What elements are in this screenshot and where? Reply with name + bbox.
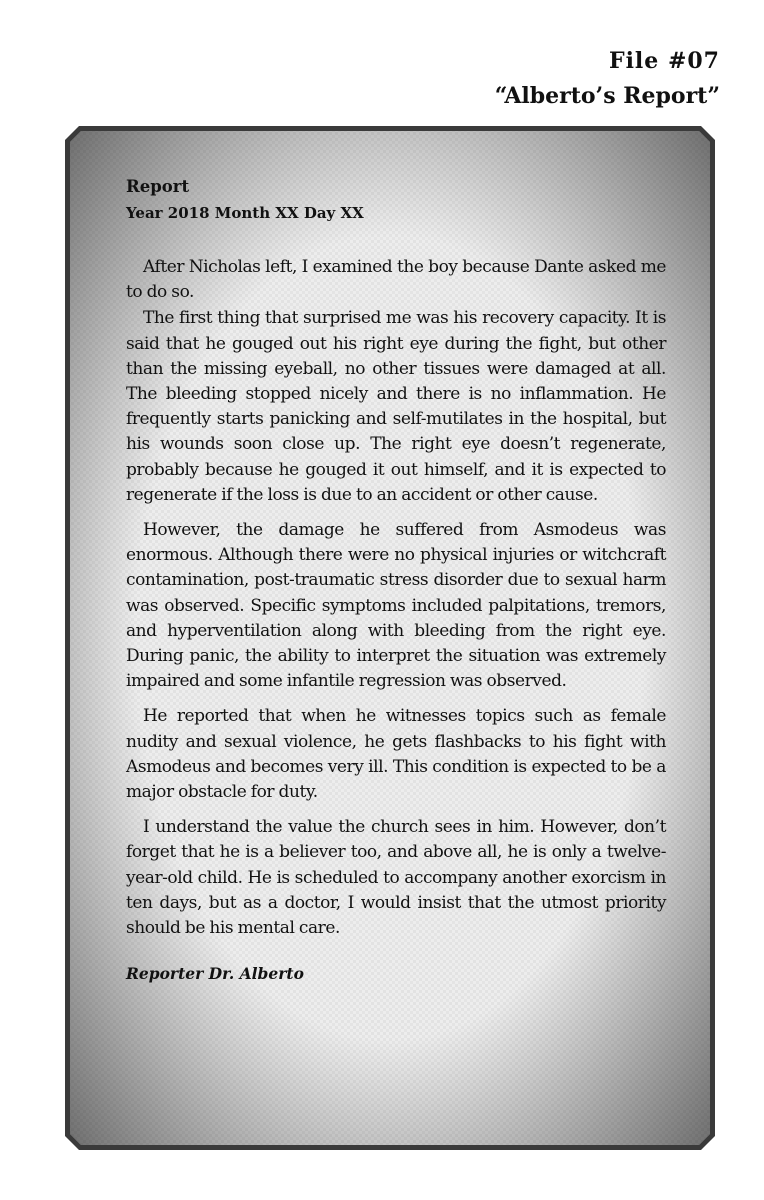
report-date: Year 2018 Month XX Day XX	[126, 204, 364, 222]
report-paragraph: After Nicholas left, I examined the boy because Dante asked me to do so.	[126, 257, 666, 303]
report-paragraph: I understand the value the church sees in him. However, don’t forget that he is a believer too, and above all, he is only a twelve-year-old child. He is scheduled to accompany another exorcism in ten days, but as a doctor, I would insist that the utmost priority should be his mental care.	[126, 817, 666, 939]
report-paragraph: However, the damage he suffered from Asmodeus was enormous. Although there were no physical injuries or witchcraft contamination, post-traumatic stress disorder due to sexual harm was observed. Specific symptoms included palpitations, tremors, and hyperventilation along with bleeding from the right eye. During panic, the ability to interpret the situation was extremely impaired and some infantile regression was observed.	[126, 520, 666, 692]
file-number: File #07	[608, 48, 720, 74]
report-signature: Reporter Dr. Alberto	[126, 964, 304, 984]
file-title: “Alberto’s Report”	[494, 83, 720, 109]
report-paragraph: He reported that when he witnesses topics such as female nudity and sexual violence, he gets flashbacks to his fight with Asmodeus and becomes very ill. This condition is expected to be a major obstacle for duty.	[126, 706, 666, 803]
report-paragraph: The first thing that surprised me was his recovery capacity. It is said that he gouged out his right eye during the fight, but other than the missing eyeball, no other tissues were damaged at all. The bleeding stopped nicely and there is no inflammation. He frequently starts panicking and self-mutilates in the hospital, but his wounds soon close up. The right eye doesn’t regenerate, probably because he gouged it out himself, and it is expected to regenerate if the loss is due to an accident or other cause.	[126, 308, 666, 505]
report-content	[126, 174, 666, 987]
report-label: Report	[126, 177, 190, 196]
file-header	[495, 46, 720, 112]
